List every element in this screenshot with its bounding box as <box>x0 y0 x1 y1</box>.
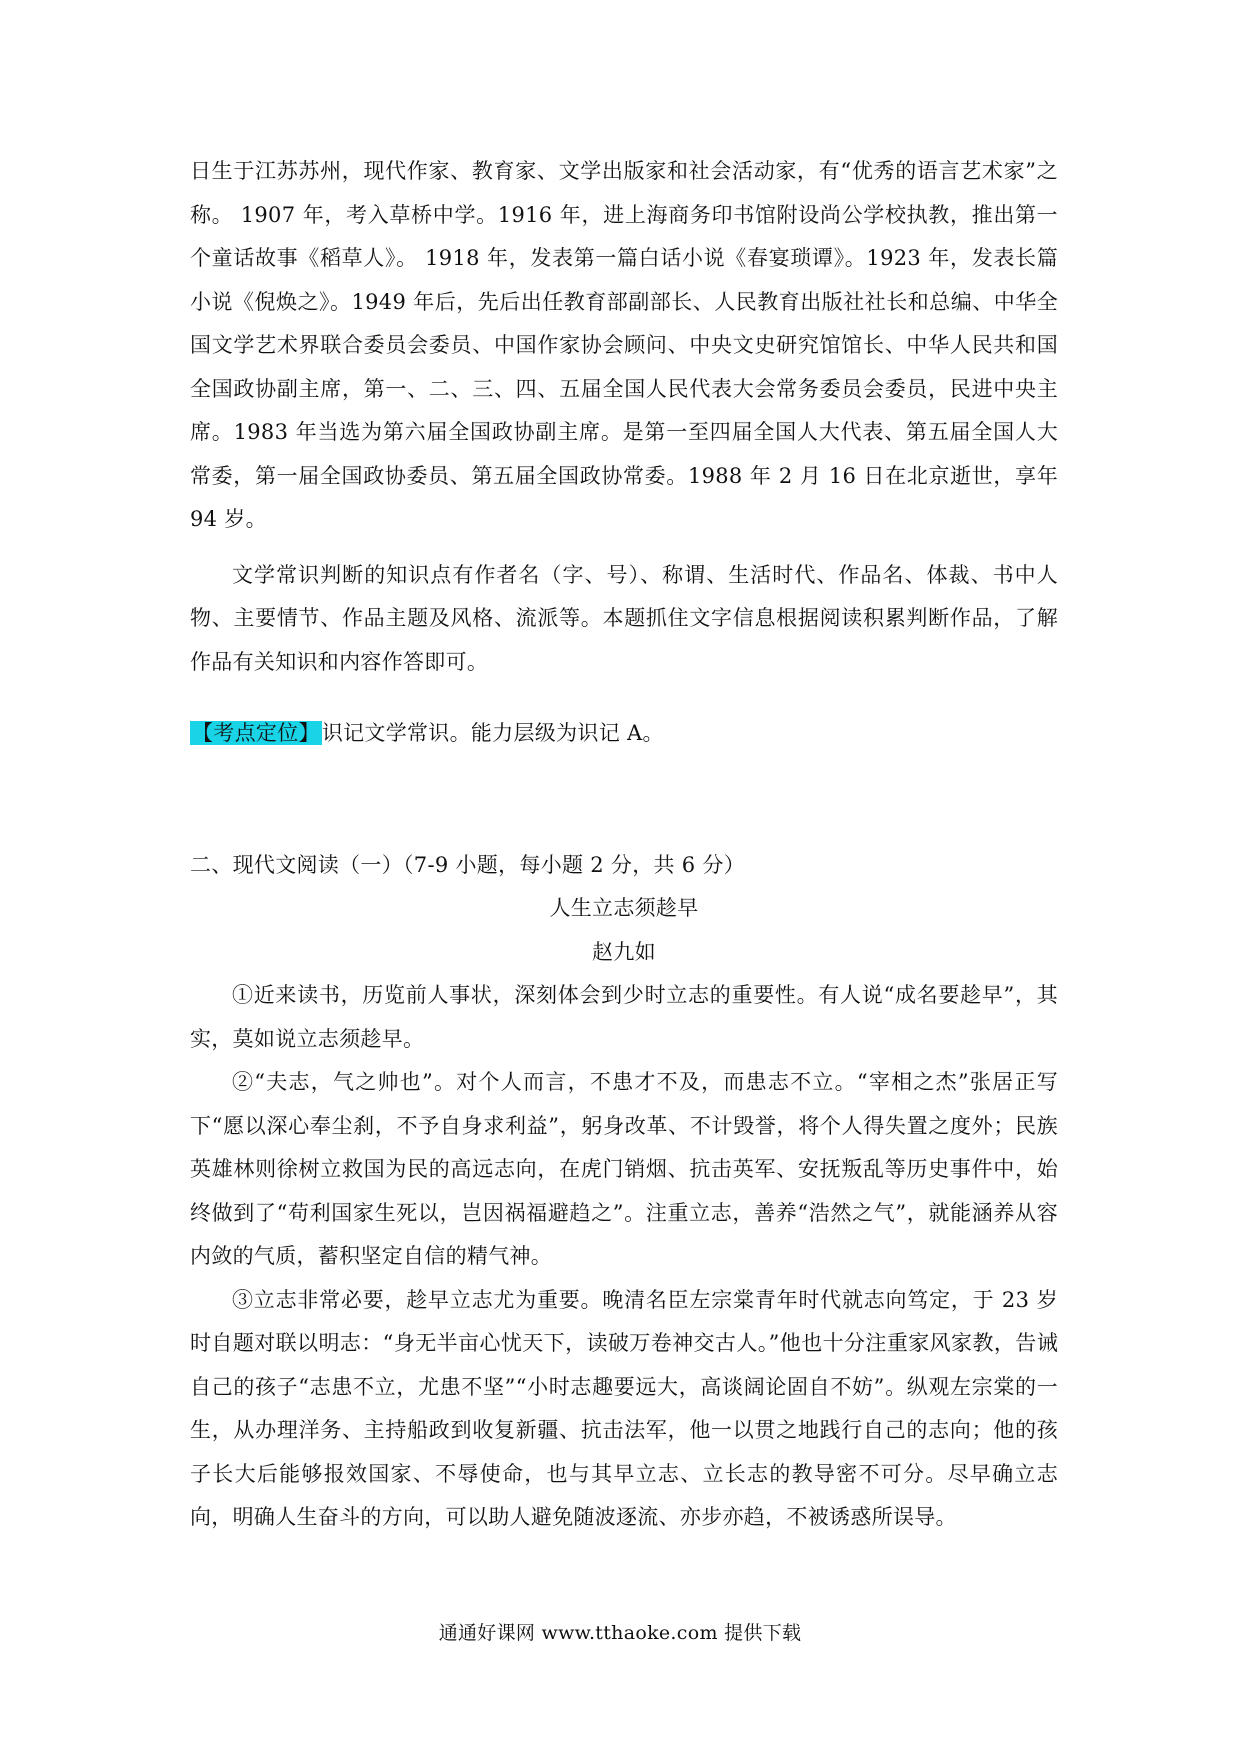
kaodian-line <box>190 712 1058 756</box>
kaodian-label: 【考点定位】 <box>192 721 320 745</box>
article-author: 赵九如 <box>592 939 656 964</box>
article-title: 人生立志须趁早 <box>549 896 699 920</box>
section-heading: 二、现代文阅读（一）（7-9 小题，每小题 2 分，共 6 分） <box>190 852 746 877</box>
analysis-paragraph: 文学常识判断的知识点有作者名（字、号）、称谓、生活时代、作品名、体裁、书中人物、主要情节、作品主题及风格、流派等。本题抓住文字信息根据阅读积累判断作品，了解作品有关知识和内容作答即可。 <box>190 562 1058 674</box>
kaodian-text: 识记文学常识。能力层级为识记 A。 <box>321 721 664 745</box>
article-paragraph: ③立志非常必要，趁早立志尤为重要。晚清名臣左宗棠青年时代就志向笃定，于 23 岁时自题对联以明志：“身无半亩心忧天下，读破万卷神交古人。”他也十分注重家风家教，告诫自己的孩子“志患不立，尤患不坚”“小时志趣要远大，高谈阔论固自不妨”。纵观左宗棠的一生，从办理洋务、主持船政到收复新疆、抗击法军，他一以贯之地践行自己的志向；他的孩子长大后能够报效国家、不辱使命，也与其早立志、立长志的教导密不可分。尽早确立志向，明确人生奋斗的方向，可以助人避免随波逐流、亦步亦趋，不被诱惑所误导。 <box>190 1287 1058 1529</box>
page-content <box>190 150 1058 1540</box>
article-paragraph: ②“夫志，气之帅也”。对个人而言，不患才不及，而患志不立。“宰相之杰”张居正写下“愿以深心奉尘刹，不予自身求利益”，躬身改革、不计毁誉，将个人得失置之度外；民族英雄林则徐树立救国为民的高远志向，在虎门销烟、抗击英军、安抚叛乱等历史事件中，始终做到了“苟利国家生死以，岂因祸福避趋之”。注重立志，善养“浩然之气”，就能涵养从容内敛的气质，蓄积坚定自信的精气神。 <box>190 1070 1058 1268</box>
article-paragraph: ①近来读书，历览前人事状，深刻体会到少时立志的重要性。有人说“成名要趁早”，其实，莫如说立志须趁早。 <box>190 983 1058 1051</box>
intro-paragraph: 日生于江苏苏州，现代作家、教育家、文学出版家和社会活动家，有“优秀的语言艺术家”之称。 1907 年，考入草桥中学。1916 年，进上海商务印书馆附设尚公学校执教，推出第一个童话故事《稻草人》。 1918 年，发表第一篇白话小说《春宴琐谭》。1923 年，发表长篇小说《倪焕之》。1949 年后，先后出任教育部副部长、人民教育出版社社长和总编、中华全国文学艺术界联合委员会委员、中国作家协会顾问、中央文史研究馆馆长、中华人民共和国全国政协副主席，第一、二、三、四、五届全国人民代表大会常务委员会委员，民进中央主席。1983 年当选为第六届全国政协副主席。是第一至四届全国人大代表、第五届全国人大常委，第一届全国政协委员、第五届全国政协常委。1988 年 2 月 16 日在北京逝世，享年 94 岁。 <box>190 159 1058 531</box>
page-footer: 通通好课网 www.tthaoke.com 提供下载 <box>438 1622 802 1644</box>
